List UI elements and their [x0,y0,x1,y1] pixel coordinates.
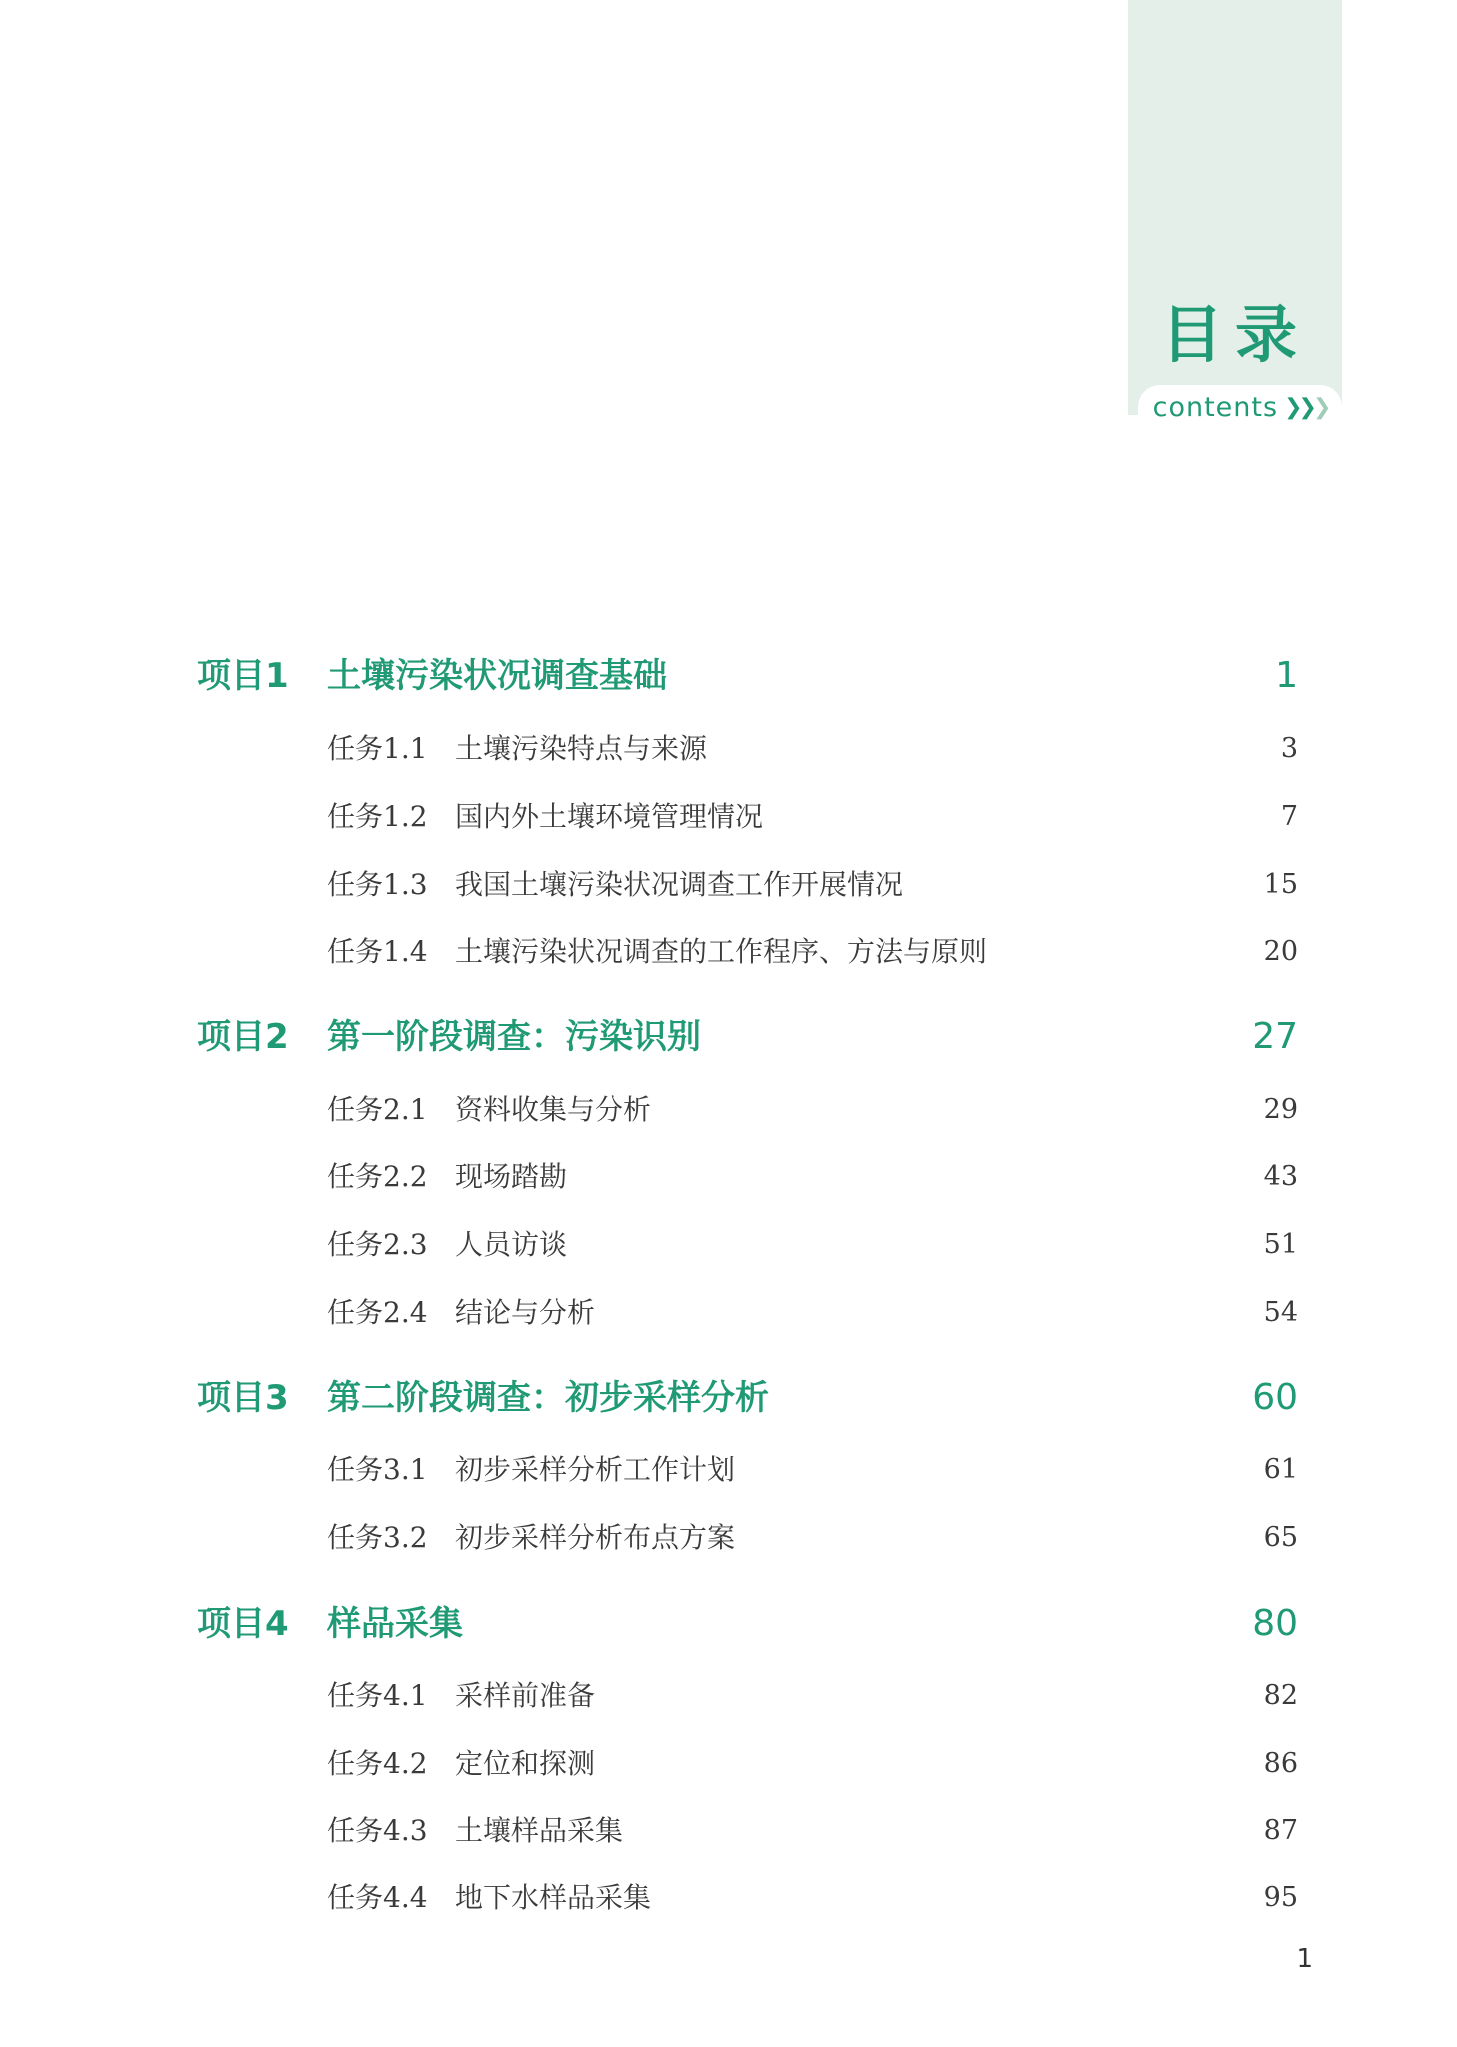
page-number: 1 [1296,1944,1313,1974]
task-number: 任务1.2 [327,800,428,833]
task-title: 资料收集与分析 [455,1093,652,1126]
task-title: 初步采样分析布点方案 [455,1521,736,1554]
chevron-right-icon: ❯❯❯ [1284,394,1328,420]
task-title: 我国土壤污染状况调查工作开展情况 [455,868,904,901]
section-page: 1 [1275,655,1298,696]
section-page: 80 [1252,1603,1298,1644]
task-title: 人员访谈 [455,1228,568,1261]
task-page: 3 [1280,733,1298,764]
task-number: 任务4.4 [327,1881,428,1914]
section-title: 第一阶段调查：污染识别 [327,1017,701,1057]
task-title: 现场踏勘 [455,1160,568,1193]
task-page: 7 [1280,801,1298,832]
task-title: 地下水样品采集 [455,1881,652,1914]
task-page: 95 [1263,1882,1298,1913]
toc-subtitle-tab [1138,385,1342,429]
section-number: 项目1 [197,656,289,696]
task-page: 82 [1263,1680,1298,1711]
task-title: 土壤污染特点与来源 [455,732,708,765]
task-page: 65 [1263,1522,1298,1553]
task-page: 29 [1263,1094,1298,1125]
section-page: 27 [1252,1016,1298,1057]
task-title: 土壤污染状况调查的工作程序、方法与原则 [455,935,988,968]
task-number: 任务2.4 [327,1296,428,1329]
section-title: 第二阶段调查：初步采样分析 [327,1378,769,1418]
task-title: 初步采样分析工作计划 [455,1453,736,1486]
task-number: 任务3.2 [327,1521,428,1554]
task-number: 任务4.3 [327,1814,428,1847]
task-title: 土壤样品采集 [455,1814,624,1847]
task-title: 结论与分析 [455,1296,596,1329]
section-number: 项目4 [197,1604,289,1644]
toc-subtitle: contents [1152,391,1279,423]
task-page: 54 [1263,1297,1298,1328]
task-number: 任务2.2 [327,1160,428,1193]
section-title: 样品采集 [327,1604,463,1644]
task-page: 51 [1263,1229,1298,1260]
task-page: 87 [1263,1815,1298,1846]
task-number: 任务2.1 [327,1093,428,1126]
section-number: 项目3 [197,1378,289,1418]
task-number: 任务3.1 [327,1453,428,1486]
task-page: 61 [1263,1454,1298,1485]
task-page: 20 [1263,936,1298,967]
task-number: 任务2.3 [327,1228,428,1261]
task-page: 43 [1263,1161,1298,1192]
task-page: 15 [1263,869,1298,900]
task-number: 任务1.1 [327,732,428,765]
toc-title: 目录 [1160,298,1309,371]
task-number: 任务4.1 [327,1679,428,1712]
section-title: 土壤污染状况调查基础 [327,656,667,696]
task-number: 任务4.2 [327,1747,428,1780]
task-page: 86 [1263,1748,1298,1779]
section-number: 项目2 [197,1017,289,1057]
task-title: 定位和探测 [455,1747,596,1780]
task-number: 任务1.4 [327,935,428,968]
task-title: 采样前准备 [455,1679,596,1712]
section-page: 60 [1252,1377,1298,1418]
task-number: 任务1.3 [327,868,428,901]
task-title: 国内外土壤环境管理情况 [455,800,764,833]
